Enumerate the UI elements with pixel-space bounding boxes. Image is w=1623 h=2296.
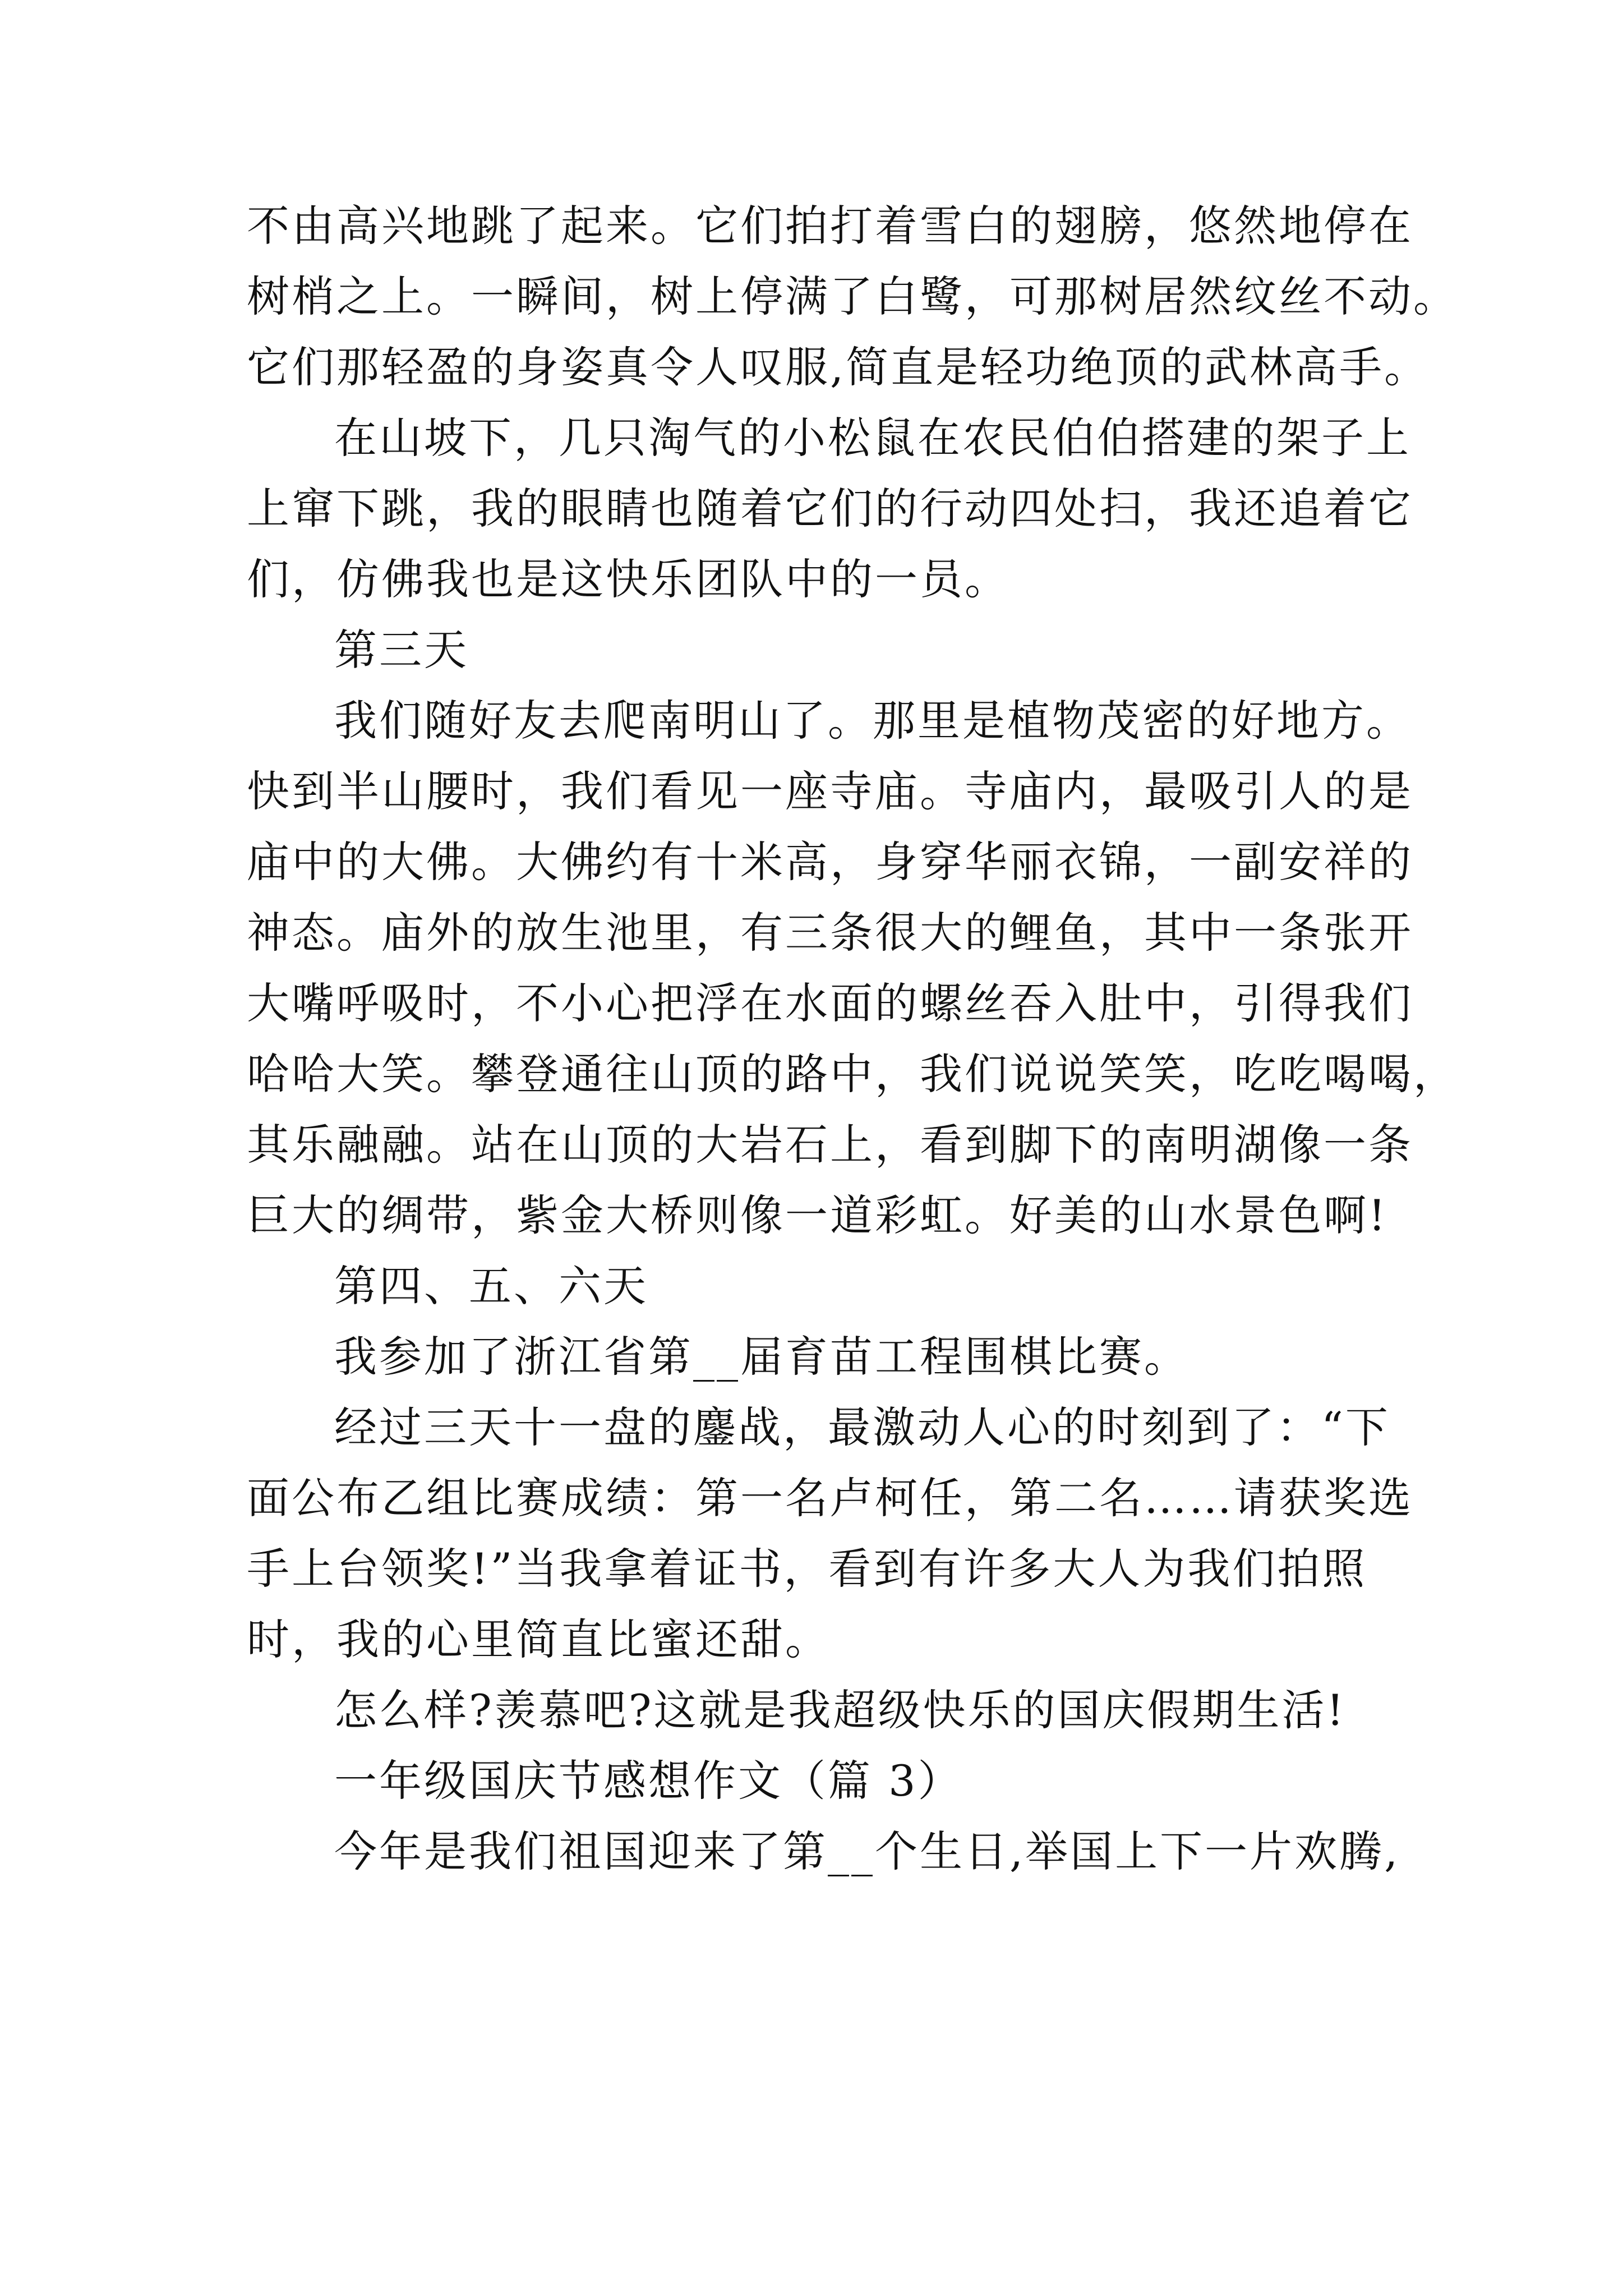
- text-line: 巨大的绸带，紫金大桥则像一道彩虹。好美的山水景色啊!: [247, 1190, 1388, 1240]
- text-line: 大嘴呼吸时，不小心把浮在水面的螺丝吞入肚中，引得我们: [247, 978, 1413, 1028]
- text-line: 上窜下跳，我的眼睛也随着它们的行动四处扫，我还追着它: [247, 484, 1413, 533]
- text-line: 第四、五、六天: [334, 1261, 648, 1311]
- text-line: 经过三天十一盘的鏖战，最激动人心的时刻到了：“下: [334, 1402, 1390, 1452]
- text-line: 第三天: [334, 625, 469, 675]
- text-line: 哈哈大笑。攀登通往山顶的路中，我们说说笑笑，吃吃喝喝，: [247, 1049, 1458, 1099]
- text-line: 面公布乙组比赛成绩：第一名卢柯任，第二名……请获奖选: [247, 1473, 1413, 1523]
- text-line: 它们那轻盈的身姿真令人叹服,简直是轻功绝顶的武林高手。: [247, 342, 1430, 392]
- text-line: 一年级国庆节感想作文（篇 3）: [334, 1756, 963, 1806]
- text-line: 树梢之上。一瞬间，树上停满了白鹭，可那树居然纹丝不动。: [247, 272, 1458, 321]
- text-line: 快到半山腰时，我们看见一座寺庙。寺庙内，最吸引人的是: [247, 766, 1413, 816]
- text-line: 庙中的大佛。大佛约有十米高，身穿华丽衣锦，一副安祥的: [247, 837, 1413, 887]
- text-line: 们，仿佛我也是这快乐团队中的一员。: [247, 554, 1009, 604]
- text-line: 时，我的心里简直比蜜还甜。: [247, 1614, 830, 1664]
- text-line: 我参加了浙江省第__届育苗工程围棋比赛。: [334, 1332, 1189, 1382]
- text-line: 在山坡下，几只淘气的小松鼠在农民伯伯搭建的架子上: [334, 413, 1411, 463]
- text-line: 不由高兴地跳了起来。它们拍打着雪白的翅膀，悠然地停在: [247, 201, 1413, 251]
- text-line: 手上台领奖!”当我拿着证书，看到有许多大人为我们拍照: [247, 1544, 1367, 1594]
- text-line: 怎么样?羡慕吧?这就是我超级快乐的国庆假期生活!: [334, 1685, 1347, 1735]
- text-line: 今年是我们祖国迎来了第__个生日,举国上下一片欢腾,: [334, 1826, 1400, 1876]
- text-line: 神态。庙外的放生池里，有三条很大的鲤鱼，其中一条张开: [247, 908, 1413, 958]
- text-line: 我们随好友去爬南明山了。那里是植物茂密的好地方。: [334, 696, 1411, 746]
- text-line: 其乐融融。站在山顶的大岩石上，看到脚下的南明湖像一条: [247, 1120, 1413, 1170]
- document-body: [247, 191, 1458, 1887]
